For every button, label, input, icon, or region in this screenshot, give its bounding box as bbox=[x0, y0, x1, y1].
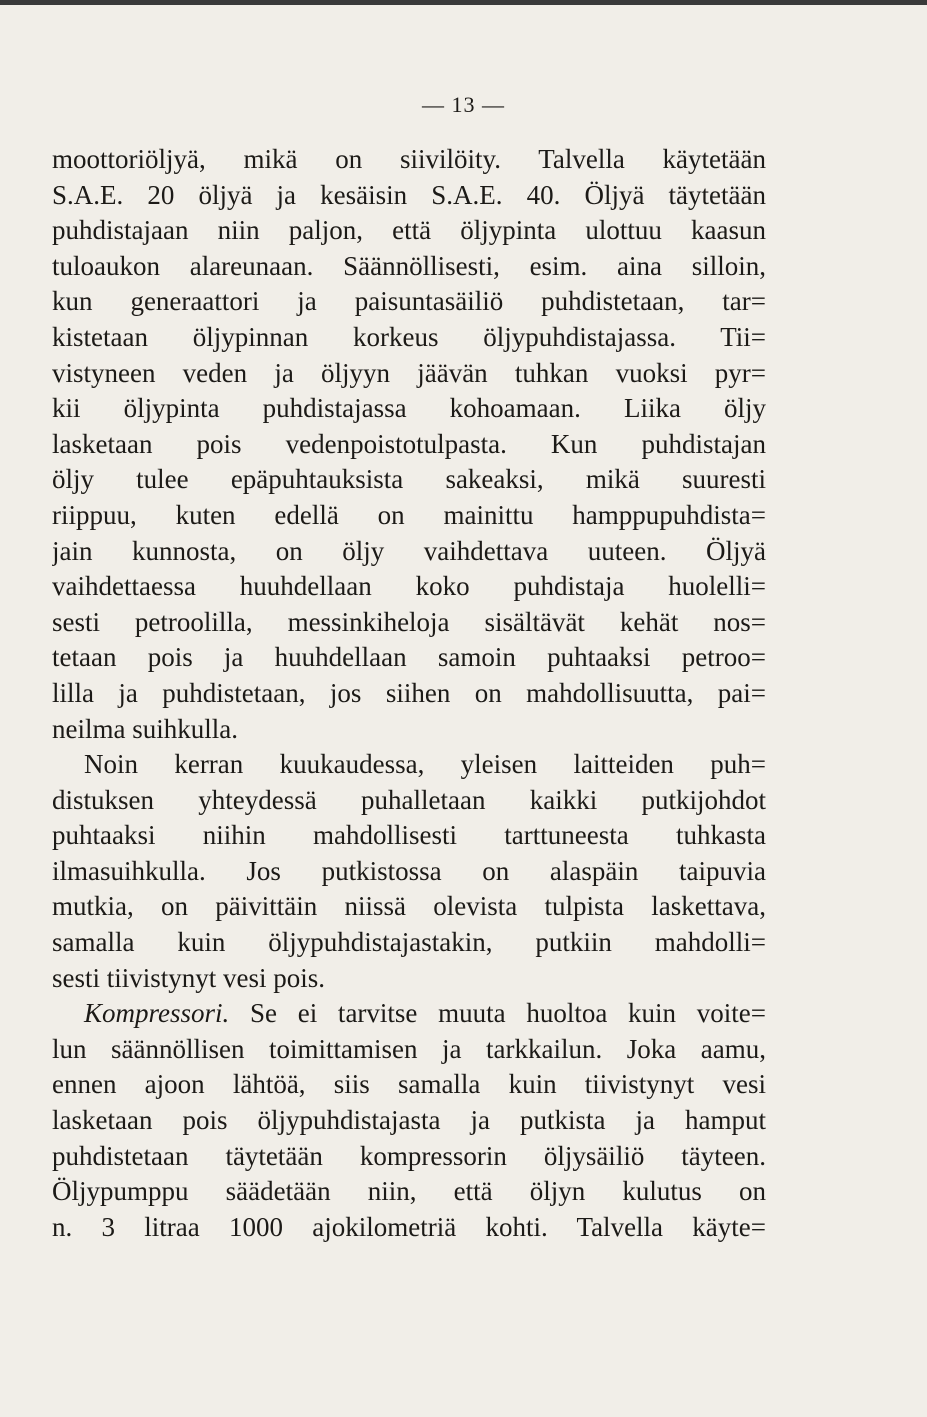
text-line: puhtaaksi niihin mahdollisesti tarttuneesta tuhkasta bbox=[52, 820, 766, 851]
text-span: Se ei tarvitse muuta huoltoa kuin voite= bbox=[229, 998, 766, 1029]
text-line: mutkia, on päivittäin niissä olevista tulpista laskettava, bbox=[52, 891, 766, 922]
body-text bbox=[52, 142, 766, 1245]
text-line: vaihdettaessa huuhdellaan koko puhdistaja huolelli= bbox=[52, 571, 766, 602]
section-term: Kompressori. bbox=[84, 998, 230, 1029]
text-line: lasketaan pois öljypuhdistajasta ja putkista ja hamput bbox=[52, 1105, 766, 1136]
text-line: öljy tulee epäpuhtauksista sakeaksi, mikä suuresti bbox=[52, 464, 766, 495]
text-line: n. 3 litraa 1000 ajokilometriä kohti. Talvella käyte= bbox=[52, 1211, 766, 1242]
paragraph-oil-filter bbox=[52, 142, 766, 747]
text-line: riippuu, kuten edellä on mainittu hamppupuhdista= bbox=[52, 499, 766, 530]
text-line bbox=[52, 996, 766, 1032]
text-line: sesti tiivistynyt vesi pois. bbox=[52, 962, 326, 993]
text-line: sesti petroolilla, messinkiheloja sisältävät kehät nos= bbox=[52, 606, 766, 637]
page-number: — 13 — bbox=[422, 92, 505, 117]
text-line: puhdistajaan niin paljon, että öljypinta ulottuu kaasun bbox=[52, 215, 766, 246]
paragraph-pipe-cleaning bbox=[52, 747, 766, 996]
text-line: vistyneen veden ja öljyyn jäävän tuhkan vuoksi pyr= bbox=[52, 357, 766, 388]
page-top-edge bbox=[0, 0, 927, 5]
paragraph-compressor bbox=[52, 996, 766, 1245]
text-line: Noin kerran kuukaudessa, yleisen laitteiden puh= bbox=[84, 749, 766, 780]
text-line: lilla ja puhdistetaan, jos siihen on mahdollisuutta, pai= bbox=[52, 677, 766, 708]
text-line: ilmasuihkulla. Jos putkistossa on alaspäin taipuvia bbox=[52, 855, 766, 886]
text-line: Öljypumppu säädetään niin, että öljyn kulutus on bbox=[52, 1176, 766, 1207]
text-line: samalla kuin öljypuhdistajastakin, putkiin mahdolli= bbox=[52, 927, 766, 958]
text-line: distuksen yhteydessä puhalletaan kaikki putkijohdot bbox=[52, 784, 766, 815]
text-line: puhdistetaan täytetään kompressorin öljysäiliö täyteen. bbox=[52, 1140, 766, 1171]
text-line: kistetaan öljypinnan korkeus öljypuhdistajassa. Tii= bbox=[52, 321, 766, 352]
text-line: lun säännöllisen toimittamisen ja tarkkailun. Joka aamu, bbox=[52, 1033, 766, 1064]
text-line: tuloaukon alareunaan. Säännöllisesti, esim. aina silloin, bbox=[52, 250, 766, 281]
text-line: tetaan pois ja huuhdellaan samoin puhtaaksi petroo= bbox=[52, 642, 766, 673]
text-line: lasketaan pois vedenpoistotulpasta. Kun puhdistajan bbox=[52, 428, 766, 459]
text-line: kun generaattori ja paisuntasäiliö puhdistetaan, tar= bbox=[52, 286, 766, 317]
text-line: neilma suihkulla. bbox=[52, 713, 238, 744]
text-line: moottoriöljyä, mikä on siivilöity. Talvella käytetään bbox=[52, 144, 766, 174]
text-line: S.A.E. 20 öljyä ja kesäisin S.A.E. 40. Öljyä täytetään bbox=[52, 179, 766, 210]
text-line: kii öljypinta puhdistajassa kohoamaan. Liika öljy bbox=[52, 393, 766, 424]
text-line: ennen ajoon lähtöä, siis samalla kuin tiivistynyt vesi bbox=[52, 1069, 766, 1100]
text-line: jain kunnosta, on öljy vaihdettava uuteen. Öljyä bbox=[52, 535, 766, 566]
